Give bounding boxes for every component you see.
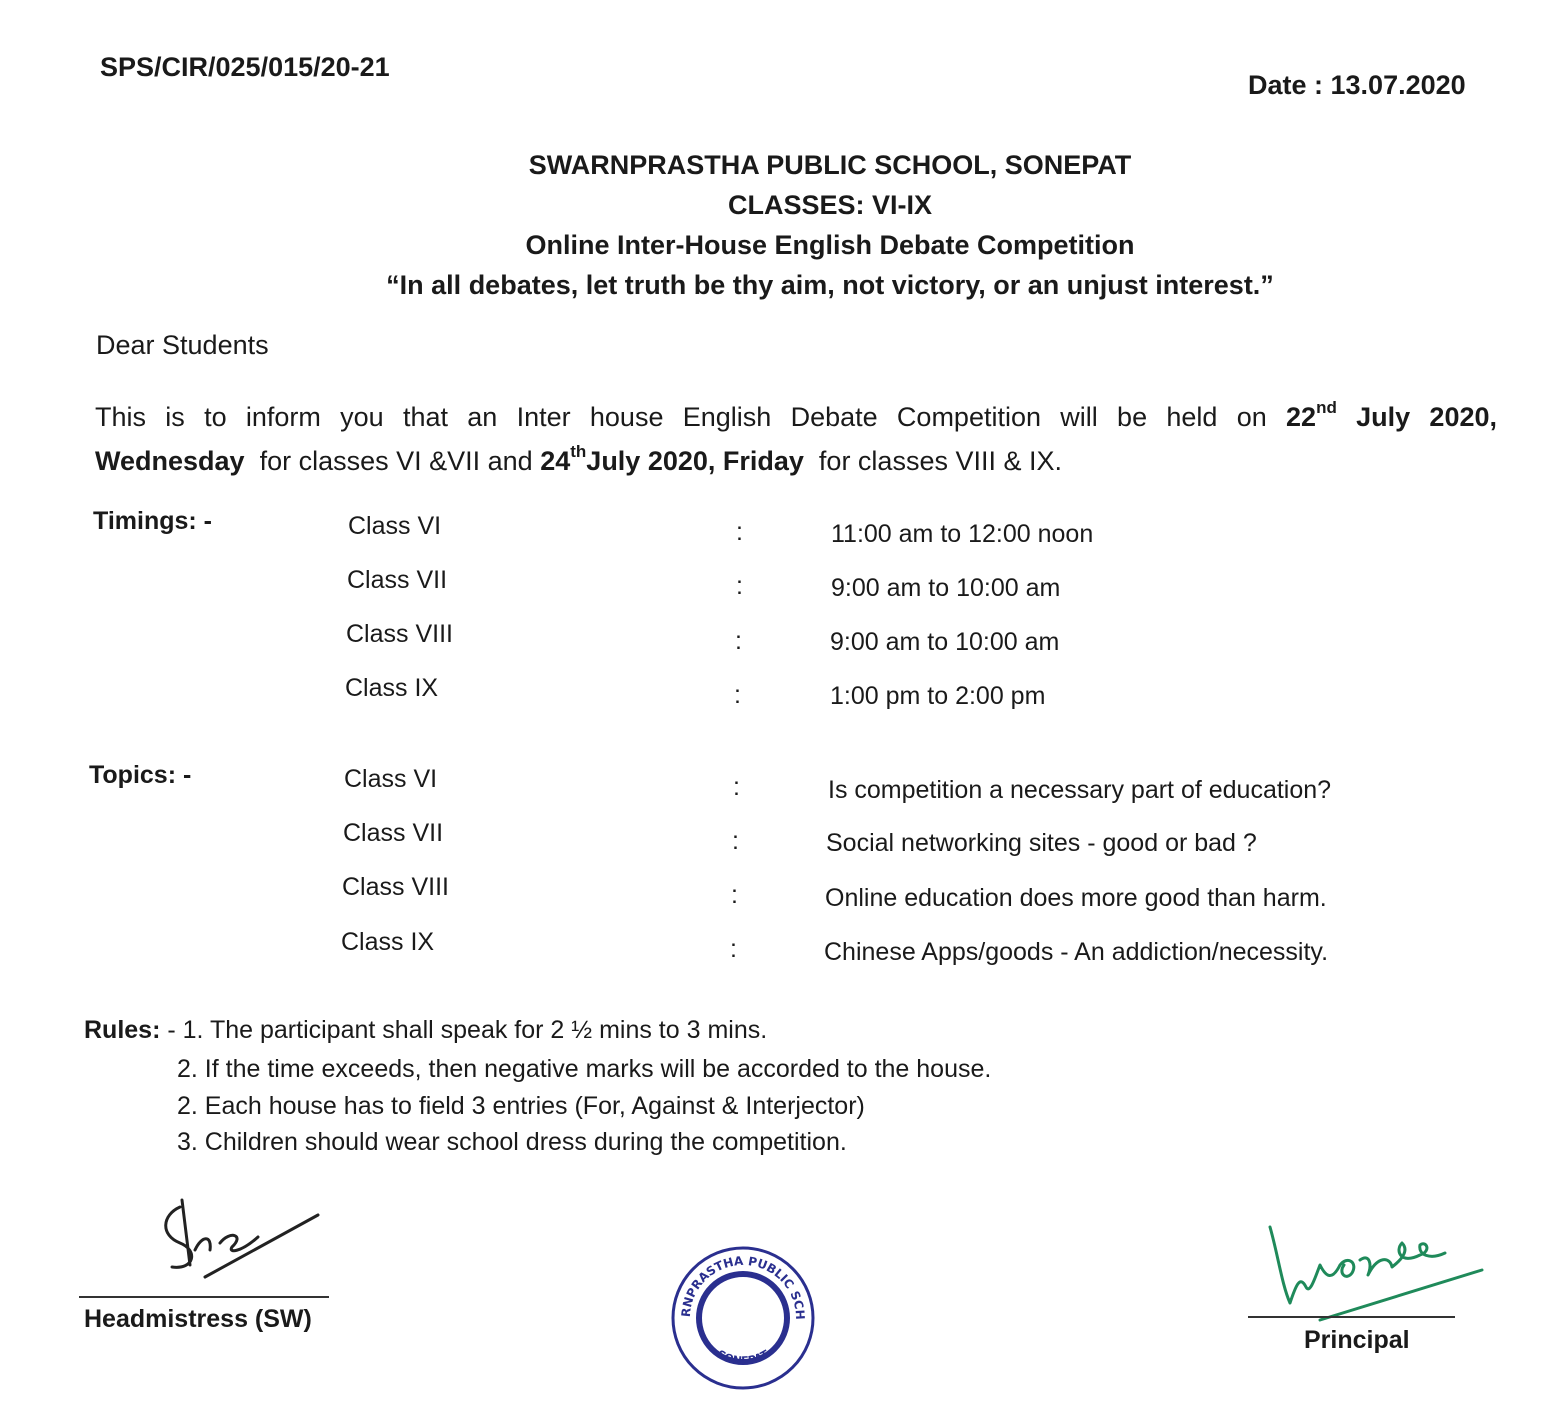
date-2-month: July 2020, Friday bbox=[586, 446, 804, 476]
timing-separator: : bbox=[735, 627, 742, 655]
topic-class: Class VI bbox=[344, 765, 438, 793]
timing-value: 1:00 pm to 2:00 pm bbox=[830, 682, 1046, 710]
topic-value: Is competition a necessary part of education? bbox=[828, 776, 1332, 804]
announcement-line-1 bbox=[95, 398, 1497, 433]
date-2-suffix: th bbox=[570, 442, 587, 461]
principal-signature bbox=[1260, 1215, 1490, 1325]
event-title: Online Inter-House English Debate Competition bbox=[525, 230, 1135, 260]
timings-label: Timings: - bbox=[93, 507, 212, 535]
timing-class: Class IX bbox=[345, 674, 439, 702]
date-1-day: 22 bbox=[1286, 402, 1317, 432]
principal-title: Principal bbox=[1304, 1326, 1410, 1354]
circular-date: Date : 13.07.2020 bbox=[1248, 70, 1466, 100]
topic-class: Class IX bbox=[341, 928, 435, 956]
stamp-text-top: SWARNPRASTHA PUBLIC SCHOOL bbox=[661, 1232, 808, 1321]
timing-class: Class VI bbox=[348, 512, 442, 540]
classes-heading: CLASSES: VI-IX bbox=[727, 190, 933, 220]
timing-value: 9:00 am to 10:00 am bbox=[831, 574, 1061, 602]
topic-value: Online education does more good than harm. bbox=[825, 884, 1327, 912]
rule-item: 2. If the time exceeds, then negative marks will be accorded to the house. bbox=[177, 1055, 992, 1083]
topic-separator: : bbox=[733, 773, 740, 801]
timing-class: Class VII bbox=[347, 566, 448, 594]
timing-separator: : bbox=[736, 572, 743, 600]
rule-item: 1. The participant shall speak for 2 ½ mins to 3 mins. bbox=[182, 1016, 768, 1044]
timing-value: 11:00 am to 12:00 noon bbox=[831, 520, 1094, 548]
timing-value: 9:00 am to 10:00 am bbox=[830, 628, 1060, 656]
principal-signature-line bbox=[1248, 1316, 1455, 1318]
rules-dash: - bbox=[160, 1016, 183, 1044]
topic-separator: : bbox=[732, 827, 739, 855]
topic-value: Chinese Apps/goods - An addiction/necessity. bbox=[824, 938, 1329, 966]
topics-label: Topics: - bbox=[89, 761, 192, 789]
rules-line-1 bbox=[84, 1016, 767, 1045]
topic-value: Social networking sites - good or bad ? bbox=[826, 829, 1257, 857]
announcement-text-2: for classes VI &VII and bbox=[244, 446, 541, 476]
rule-item: 3. Children should wear school dress during the competition. bbox=[177, 1128, 847, 1156]
timing-separator: : bbox=[734, 681, 741, 709]
topic-class: Class VII bbox=[343, 819, 444, 847]
rules-label: Rules: bbox=[84, 1016, 161, 1044]
timing-separator: : bbox=[736, 518, 743, 546]
date-1-weekday: Wednesday bbox=[95, 446, 245, 476]
rule-item: 2. Each house has to field 3 entries (For, Against & Interjector) bbox=[177, 1092, 865, 1120]
headmistress-signature bbox=[150, 1195, 330, 1290]
school-name: SWARNPRASTHA PUBLIC SCHOOL, SONEPAT bbox=[528, 150, 1132, 180]
date-2-day: 24 bbox=[540, 446, 571, 476]
date-1-suffix: nd bbox=[1316, 398, 1337, 417]
topic-separator: : bbox=[731, 881, 738, 909]
topic-separator: : bbox=[730, 935, 737, 963]
headmistress-signature-line bbox=[79, 1296, 329, 1298]
stamp-text-bottom: SONEPAT bbox=[714, 1347, 772, 1368]
svg-text:SONEPAT bbox=[715, 1347, 772, 1367]
salutation: Dear Students bbox=[96, 330, 269, 360]
timing-class: Class VIII bbox=[346, 620, 453, 648]
announcement-line-2 bbox=[95, 442, 1497, 477]
quote: “In all debates, let truth be thy aim, not victory, or an unjust interest.” bbox=[386, 270, 1274, 300]
date-1-month: July 2020, bbox=[1336, 402, 1497, 432]
announcement-text: This is to inform you that an Inter house English Debate Competition will be held on bbox=[95, 402, 1287, 432]
circular-reference: SPS/CIR/025/015/20-21 bbox=[100, 52, 390, 82]
headmistress-title: Headmistress (SW) bbox=[84, 1305, 312, 1333]
topic-class: Class VIII bbox=[342, 873, 449, 901]
announcement-text-3: for classes VIII & IX. bbox=[803, 446, 1063, 476]
school-stamp bbox=[661, 1232, 818, 1393]
